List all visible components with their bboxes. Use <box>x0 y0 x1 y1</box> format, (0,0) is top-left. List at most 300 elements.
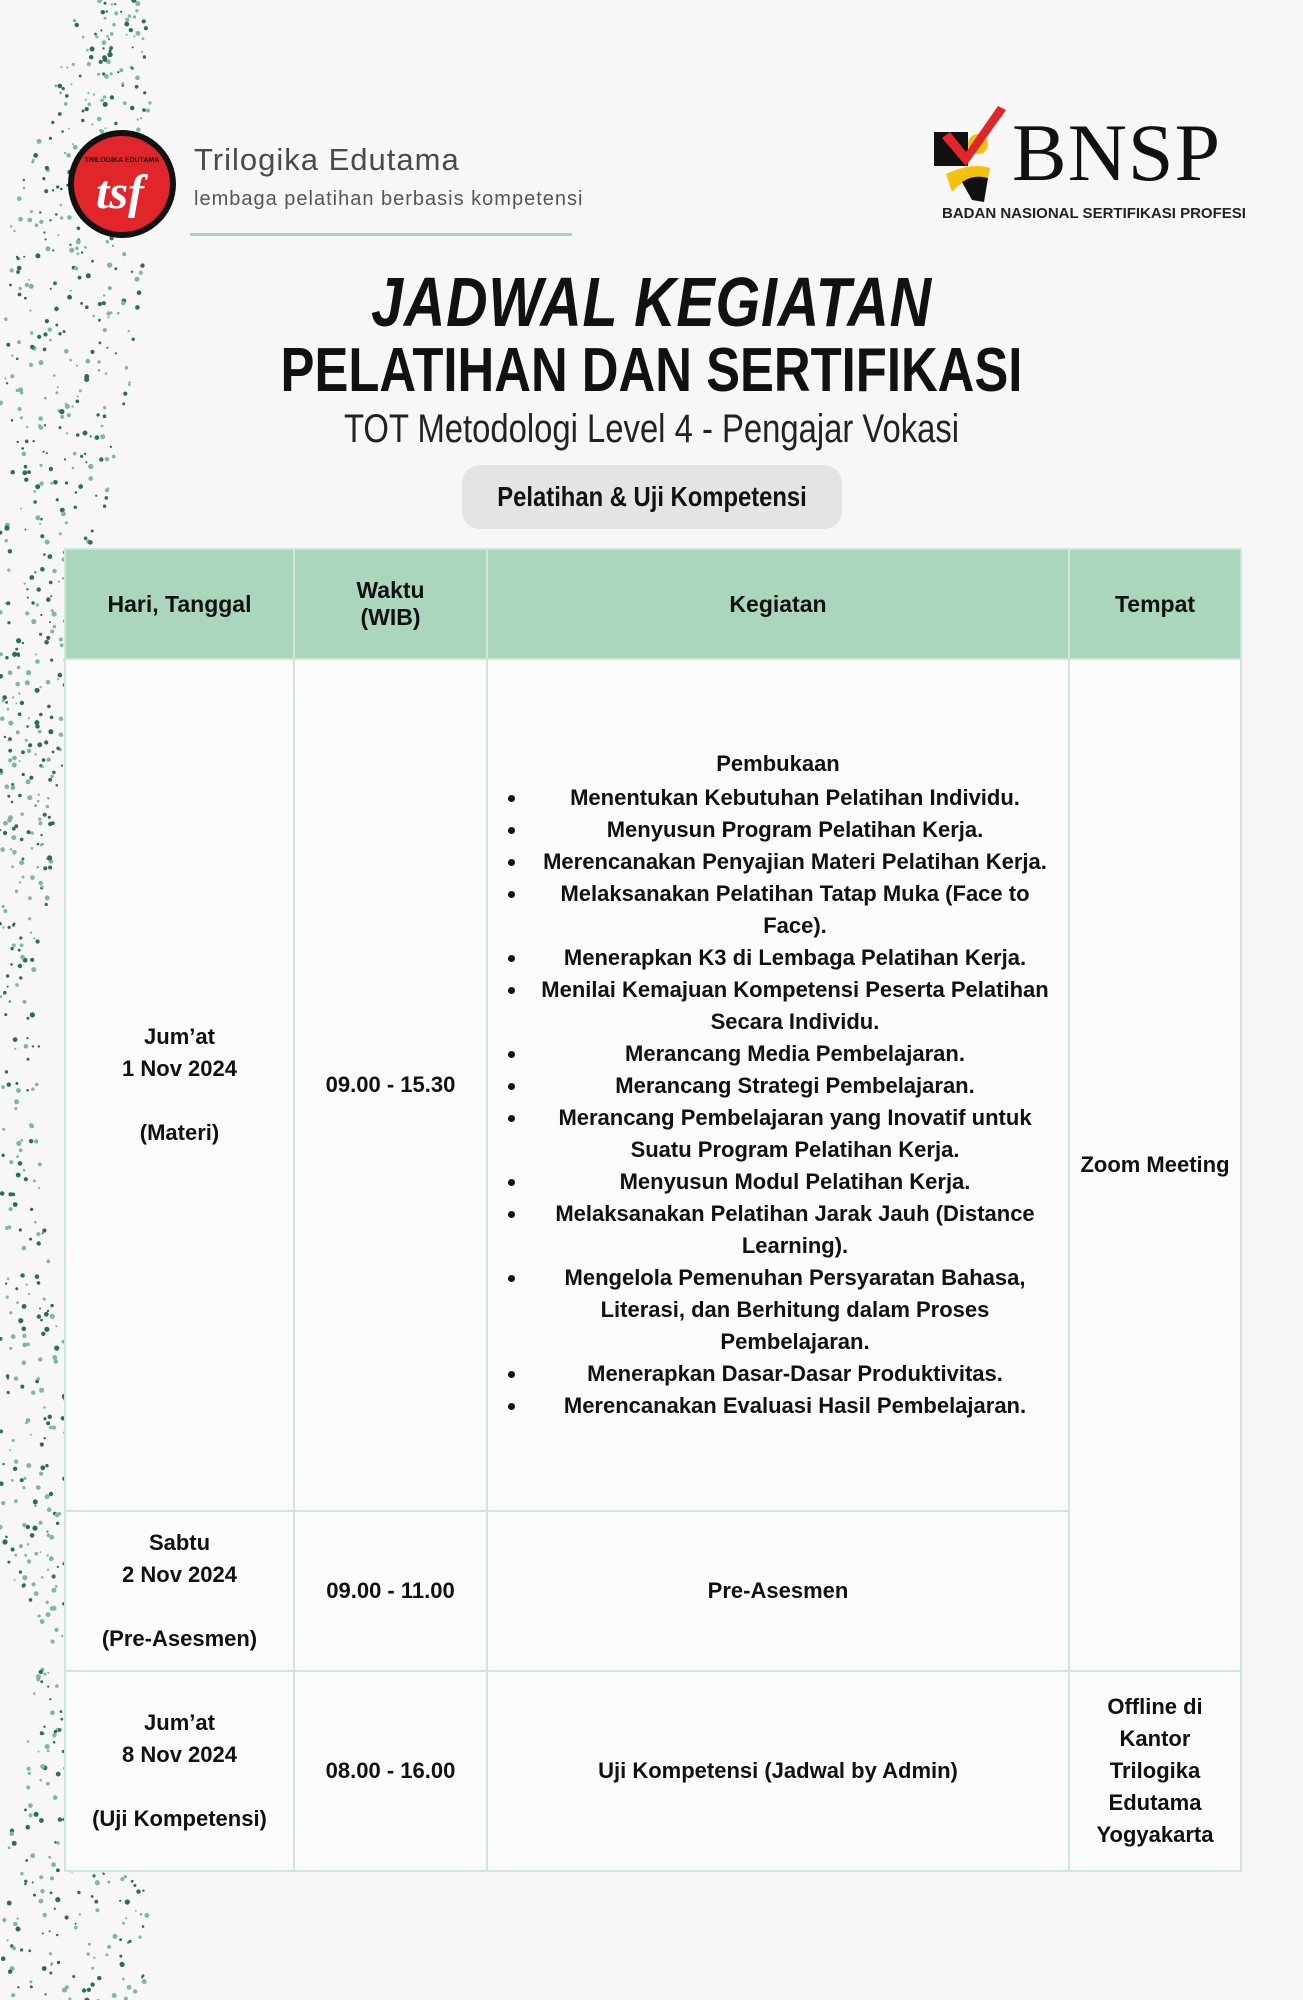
decorative-dot <box>9 284 12 287</box>
decorative-dot <box>91 123 93 125</box>
program-badge <box>462 465 842 529</box>
decorative-dot <box>49 581 53 585</box>
decorative-dot <box>76 433 80 437</box>
decorative-dot <box>51 1862 56 1867</box>
activity-item: • Melaksanakan Pelatihan Jarak Jauh (Distance Learning). <box>528 1198 1068 1262</box>
decorative-dot <box>20 943 24 947</box>
header-time-line2: (WIB) <box>360 604 421 630</box>
decorative-dot <box>50 1304 53 1307</box>
decorative-dot <box>28 218 33 223</box>
place-line: Yogyakarta <box>1096 1822 1214 1847</box>
decorative-dot <box>37 1241 41 1245</box>
decorative-dot <box>54 1359 59 1364</box>
decorative-dot <box>84 453 86 455</box>
decorative-dot <box>10 374 14 378</box>
decorative-dot <box>45 540 50 545</box>
decorative-dot <box>55 391 58 394</box>
decorative-dot <box>30 210 33 213</box>
decorative-dot <box>65 521 68 524</box>
activity-item: • Merencanakan Penyajian Materi Pelatihan Kerja. <box>528 846 1068 878</box>
decorative-dot <box>94 33 97 36</box>
decorative-dot <box>46 1260 50 1264</box>
decorative-dot <box>16 389 19 392</box>
decorative-dot <box>43 553 46 556</box>
decorative-dot <box>30 831 34 835</box>
decorative-dot <box>25 440 29 444</box>
decorative-dot <box>65 404 70 409</box>
decorative-dot <box>127 1985 132 1990</box>
decorative-dot <box>31 161 34 164</box>
decorative-dot <box>71 405 73 407</box>
decorative-dot <box>85 99 87 101</box>
decorative-dot <box>22 1246 27 1251</box>
decorative-dot <box>84 246 87 249</box>
decorative-dot <box>26 725 29 728</box>
decorative-dot <box>125 1899 130 1904</box>
decorative-dot <box>57 1566 59 1568</box>
decorative-dot <box>95 1908 99 1912</box>
decorative-dot <box>112 245 115 248</box>
header-activity: Kegiatan <box>487 549 1069 659</box>
decorative-dot <box>90 1982 94 1986</box>
decorative-dot <box>28 743 32 747</box>
decorative-dot <box>22 1334 26 1338</box>
decorative-dot <box>33 500 37 504</box>
decorative-dot <box>34 1221 37 1224</box>
decorative-dot <box>25 529 27 531</box>
row-day: Jum’at <box>144 1710 215 1735</box>
decorative-dot <box>49 1952 52 1955</box>
decorative-dot <box>39 633 42 636</box>
decorative-dot <box>98 369 101 372</box>
decorative-dot <box>34 1504 37 1507</box>
decorative-dot <box>120 1962 125 1967</box>
decorative-dot <box>7 795 10 798</box>
decorative-dot <box>30 1533 35 1538</box>
decorative-dot <box>95 495 97 497</box>
decorative-dot <box>34 571 36 573</box>
activity-item: • Merancang Media Pembelajaran. <box>528 1038 1068 1070</box>
decorative-dot <box>9 1311 12 1314</box>
activity-item: • Menentukan Kebutuhan Pelatihan Individu. <box>528 782 1068 814</box>
activity-cell <box>487 659 1069 1511</box>
decorative-dot <box>57 1961 60 1964</box>
decorative-dot <box>34 1591 39 1596</box>
decorative-dot <box>31 967 36 972</box>
decorative-dot <box>40 614 42 616</box>
decorative-dot <box>16 1141 21 1146</box>
decorative-dot <box>142 1979 147 1984</box>
decorative-dot <box>0 1525 3 1530</box>
page-title: JADWAL KEGIATAN <box>371 263 932 341</box>
decorative-dot <box>14 1376 18 1380</box>
decorative-dot <box>6 343 10 347</box>
decorative-dot <box>27 470 31 474</box>
decorative-dot <box>20 1872 23 1875</box>
decorative-dot <box>16 358 19 361</box>
decorative-dot <box>40 843 43 846</box>
decorative-dot <box>114 3 116 5</box>
decorative-dot <box>86 49 89 52</box>
decorative-dot <box>30 1012 35 1017</box>
decorative-dot <box>143 55 146 58</box>
decorative-dot <box>44 640 49 645</box>
decorative-dot <box>4 317 8 321</box>
decorative-dot <box>110 32 114 36</box>
decorative-dot <box>35 805 37 807</box>
decorative-dot <box>26 1463 31 1468</box>
decorative-dot <box>97 117 102 122</box>
decorative-dot <box>55 1512 60 1517</box>
decorative-dot <box>133 15 136 18</box>
decorative-dot <box>97 360 100 363</box>
row-note: (Pre-Asesmen) <box>101 1626 258 1651</box>
decorative-dot <box>92 315 95 318</box>
date-cell <box>65 1671 294 1871</box>
decorative-dot <box>39 360 44 365</box>
decorative-dot <box>50 482 53 485</box>
decorative-dot <box>38 424 42 428</box>
decorative-dot <box>42 758 46 762</box>
decorative-dot <box>49 219 51 221</box>
decorative-dot <box>40 1764 45 1769</box>
decorative-dot <box>5 784 10 789</box>
decorative-dot <box>24 1809 27 1812</box>
decorative-dot <box>38 1751 40 1753</box>
program-subtitle: TOT Metodologi Level 4 - Pengajar Vokasi <box>343 407 960 451</box>
decorative-dot <box>33 1179 36 1182</box>
decorative-dot <box>23 1477 26 1480</box>
decorative-dot <box>79 389 82 392</box>
decorative-dot <box>28 896 32 900</box>
brand-divider <box>190 233 572 236</box>
decorative-dot <box>39 211 41 213</box>
decorative-dot <box>88 464 93 469</box>
decorative-dot <box>45 903 48 906</box>
decorative-dot <box>16 652 20 656</box>
decorative-dot <box>20 508 22 510</box>
decorative-dot <box>61 512 66 517</box>
decorative-dot <box>119 68 123 72</box>
decorative-dot <box>3 909 7 913</box>
decorative-dot <box>72 1975 75 1978</box>
decorative-dot <box>85 107 89 111</box>
decorative-dot <box>133 35 135 37</box>
decorative-dot <box>47 1750 50 1753</box>
decorative-dot <box>50 775 54 779</box>
decorative-dot <box>63 330 66 333</box>
decorative-dot <box>53 1741 56 1744</box>
decorative-dot <box>64 349 69 354</box>
table-header-row <box>65 549 1241 659</box>
decorative-dot <box>140 117 142 119</box>
decorative-dot <box>56 1934 58 1936</box>
decorative-dot <box>15 1082 18 1085</box>
decorative-dot <box>110 72 113 75</box>
decorative-dot <box>12 1841 17 1846</box>
decorative-dot <box>59 638 63 642</box>
decorative-dot <box>105 372 108 375</box>
decorative-dot <box>60 643 64 647</box>
decorative-dot <box>24 1177 28 1181</box>
decorative-dot <box>35 515 40 520</box>
header-time-line1: Waktu <box>356 577 425 603</box>
decorative-dot <box>46 636 50 640</box>
decorative-dot <box>112 455 116 459</box>
decorative-dot <box>55 1585 58 1588</box>
decorative-dot <box>108 286 112 290</box>
decorative-dot <box>50 1710 55 1715</box>
decorative-dot <box>101 425 104 428</box>
decorative-dot <box>17 441 19 443</box>
decorative-dot <box>77 395 79 397</box>
decorative-dot <box>87 62 91 66</box>
decorative-dot <box>142 37 145 40</box>
decorative-dot <box>58 1728 62 1732</box>
decorative-dot <box>2 905 5 908</box>
decorative-dot <box>132 46 134 48</box>
decorative-dot <box>39 1670 43 1674</box>
decorative-dot <box>61 130 64 133</box>
decorative-dot <box>38 794 40 796</box>
decorative-dot <box>54 1628 58 1632</box>
decorative-dot <box>49 339 52 342</box>
decorative-dot <box>22 452 27 457</box>
decorative-dot <box>77 1891 80 1894</box>
decorative-dot <box>16 1088 21 1093</box>
decorative-dot <box>103 294 105 296</box>
decorative-dot <box>56 1772 61 1777</box>
decorative-dot <box>54 307 59 312</box>
decorative-dot <box>26 1017 29 1020</box>
decorative-dot <box>136 31 141 36</box>
decorative-dot <box>38 1045 40 1047</box>
decorative-dot <box>56 784 59 787</box>
decorative-dot <box>17 666 21 670</box>
decorative-dot <box>74 506 77 509</box>
decorative-dot <box>52 751 55 754</box>
decorative-dot <box>24 1554 27 1557</box>
decorative-dot <box>7 1377 9 1379</box>
decorative-dot <box>102 301 106 305</box>
decorative-dot <box>39 1875 43 1879</box>
decorative-dot <box>28 1803 33 1808</box>
decorative-dot <box>38 1357 42 1361</box>
decorative-dot <box>2 1539 7 1544</box>
decorative-dot <box>24 465 28 469</box>
decorative-dot <box>22 1486 25 1489</box>
decorative-dot <box>39 220 43 224</box>
decorative-dot <box>22 1584 26 1588</box>
decorative-dot <box>45 238 47 240</box>
decorative-dot <box>56 1522 59 1525</box>
decorative-dot <box>48 778 52 782</box>
decorative-dot <box>18 387 23 392</box>
decorative-dot <box>76 400 80 404</box>
decorative-dot <box>53 480 58 485</box>
decorative-dot <box>5 1226 9 1230</box>
decorative-dot <box>133 1884 136 1887</box>
decorative-dot <box>35 653 37 655</box>
decorative-dot <box>19 1148 23 1152</box>
decorative-dot <box>64 458 66 460</box>
decorative-dot <box>104 74 109 79</box>
decorative-dot <box>5 701 8 704</box>
decorative-dot <box>26 779 31 784</box>
decorative-dot <box>52 771 56 775</box>
activity-item: • Menerapkan K3 di Lembaga Pelatihan Kerja. <box>528 942 1068 974</box>
decorative-dot <box>9 1000 11 1002</box>
decorative-dot <box>48 729 53 734</box>
decorative-dot <box>65 94 69 98</box>
decorative-dot <box>110 95 114 99</box>
decorative-dot <box>31 1582 35 1586</box>
decorative-dot <box>14 1499 18 1503</box>
decorative-dot <box>9 1903 11 1905</box>
decorative-dot <box>91 1967 94 1970</box>
decorative-dot <box>5 656 8 659</box>
decorative-dot <box>24 583 26 585</box>
decorative-dot <box>45 1464 48 1467</box>
decorative-dot <box>101 10 105 14</box>
decorative-dot <box>46 1782 50 1786</box>
decorative-dot <box>25 680 30 685</box>
decorative-dot <box>55 1684 59 1688</box>
decorative-dot <box>31 619 36 624</box>
decorative-dot <box>43 813 47 817</box>
decorative-dot <box>20 1948 23 1951</box>
decorative-dot <box>0 1430 3 1434</box>
decorative-dot <box>45 1601 48 1604</box>
decorative-dot <box>43 1298 46 1301</box>
decorative-dot <box>7 1561 10 1564</box>
decorative-dot <box>114 11 118 15</box>
decorative-dot <box>37 335 41 339</box>
bnsp-wordmark: BNSP <box>1012 107 1222 198</box>
decorative-dot <box>96 413 99 416</box>
decorative-dot <box>8 1846 11 1849</box>
decorative-dot <box>27 830 31 834</box>
decorative-dot <box>45 1494 50 1499</box>
decorative-dot <box>6 1296 9 1299</box>
decorative-dot <box>1 1956 6 1961</box>
decorative-dot <box>25 611 29 615</box>
decorative-dot <box>44 1437 46 1439</box>
decorative-dot <box>22 1361 27 1366</box>
decorative-dot <box>40 1319 43 1322</box>
decorative-dot <box>45 1744 50 1749</box>
decorative-dot <box>59 733 63 737</box>
decorative-dot <box>28 1293 30 1295</box>
decorative-dot <box>31 601 34 604</box>
decorative-dot <box>3 831 7 835</box>
activity-item: • Merencanakan Evaluasi Hasil Pembelajaran. <box>528 1390 1068 1422</box>
bnsp-logo <box>932 102 1246 227</box>
decorative-dot <box>91 1895 94 1898</box>
decorative-dot <box>107 1945 111 1949</box>
decorative-dot <box>119 1900 121 1902</box>
decorative-dot <box>11 786 16 791</box>
decorative-dot <box>30 875 35 880</box>
decorative-dot <box>0 1337 3 1341</box>
decorative-dot <box>16 638 21 643</box>
decorative-dot <box>43 1673 46 1676</box>
decorative-dot <box>125 1917 127 1919</box>
decorative-dot <box>16 1301 19 1304</box>
decorative-dot <box>17 340 21 344</box>
decorative-dot <box>13 230 15 232</box>
decorative-dot <box>13 1467 17 1471</box>
decorative-dot <box>8 721 13 726</box>
decorative-dot <box>22 773 25 776</box>
decorative-dot <box>18 1318 23 1323</box>
decorative-dot <box>102 55 107 60</box>
decorative-dot <box>14 1554 17 1557</box>
decorative-dot <box>27 597 29 599</box>
decorative-dot <box>108 38 110 40</box>
decorative-dot <box>59 426 62 429</box>
decorative-dot <box>25 1422 28 1425</box>
decorative-dot <box>92 1874 95 1877</box>
decorative-dot <box>26 426 28 428</box>
place-cell <box>1069 1671 1241 1871</box>
decorative-dot <box>65 481 68 484</box>
decorative-dot <box>102 40 107 45</box>
activity-item: • Menerapkan Dasar-Dasar Produktivitas. <box>528 1358 1068 1390</box>
decorative-dot <box>7 986 9 988</box>
decorative-dot <box>39 1308 41 1310</box>
decorative-dot <box>43 1913 47 1917</box>
decorative-dot <box>43 1406 46 1409</box>
decorative-dot <box>70 290 72 292</box>
decorative-dot <box>44 1312 49 1317</box>
decorative-dot <box>136 1889 140 1893</box>
bnsp-emblem-icon <box>932 104 1012 209</box>
decorative-dot <box>41 1576 44 1579</box>
decorative-dot <box>0 1191 5 1196</box>
decorative-dot <box>26 1284 28 1286</box>
decorative-dot <box>46 680 51 685</box>
decorative-dot <box>62 1988 67 1993</box>
decorative-dot <box>60 415 64 419</box>
decorative-dot <box>15 682 20 687</box>
decorative-dot <box>8 740 10 742</box>
decorative-dot <box>59 91 62 94</box>
decorative-dot <box>43 348 47 352</box>
decorative-dot <box>1 1085 5 1089</box>
decorative-dot <box>58 673 63 678</box>
decorative-dot <box>88 476 93 481</box>
org-name: Trilogika Edutama <box>194 142 460 177</box>
decorative-dot <box>0 652 3 656</box>
decorative-dot <box>47 758 51 762</box>
activity-title: Pembukaan <box>716 751 840 776</box>
decorative-dot <box>55 324 58 327</box>
decorative-dot <box>30 331 34 335</box>
decorative-dot <box>107 316 109 318</box>
decorative-dot <box>19 860 24 865</box>
decorative-dot <box>36 1485 41 1490</box>
decorative-dot <box>39 713 43 717</box>
time-cell: 09.00 - 11.00 <box>294 1511 487 1671</box>
activity-item: • Merancang Pembelajaran yang Inovatif untuk Suatu Program Pelatihan Kerja. <box>528 1102 1068 1166</box>
decorative-dot <box>16 270 20 274</box>
decorative-dot <box>97 1976 101 1980</box>
decorative-dot <box>11 470 15 474</box>
decorative-dot <box>50 1876 54 1880</box>
decorative-dot <box>7 1939 9 1941</box>
decorative-dot <box>33 937 35 939</box>
